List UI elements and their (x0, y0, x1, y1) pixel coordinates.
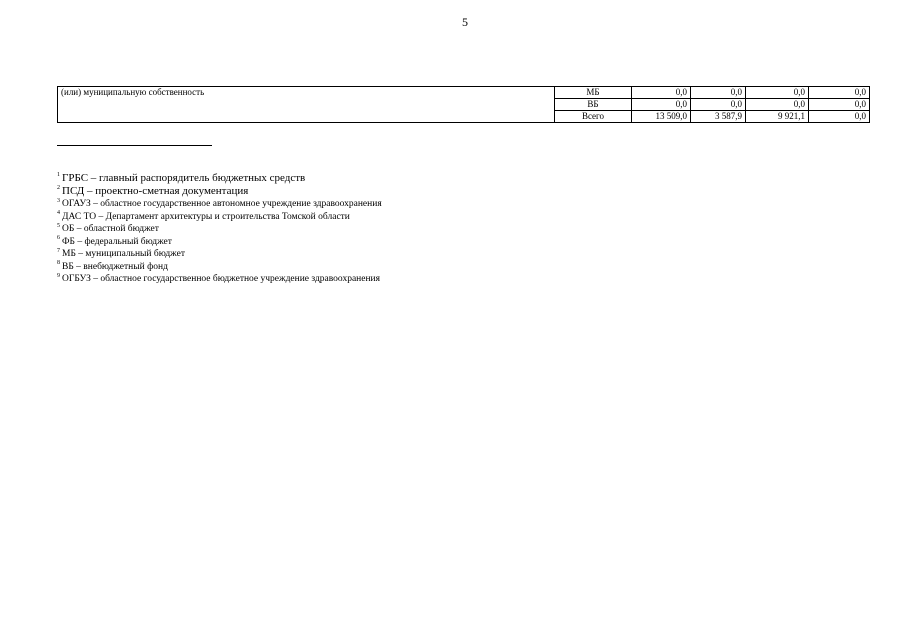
table-cell: 0,0 (746, 99, 809, 111)
table-cell: 0,0 (691, 87, 746, 99)
funding-source: МБ (555, 87, 632, 99)
footnote-number: 3 (57, 197, 60, 204)
table-cell: 0,0 (809, 111, 870, 123)
footnote-text: ДАС ТО – Департамент архитектуры и строительства Томской области (62, 211, 350, 222)
row-description: (или) муниципальную собственность (58, 87, 555, 123)
footnote-number: 2 (57, 185, 60, 192)
footnote-divider (57, 145, 212, 146)
footnote-item (57, 172, 382, 185)
table-cell: 0,0 (809, 87, 870, 99)
footnote-number: 9 (57, 272, 60, 279)
footnote-text: ОГАУЗ – областное государственное автономное учреждение здравоохранения (62, 199, 382, 209)
footnote-item (57, 248, 382, 261)
table-cell: 0,0 (746, 87, 809, 99)
footnote-text: ФБ – федеральный бюджет (62, 236, 172, 247)
table-cell: 9 921,1 (746, 111, 809, 123)
footnote-item (57, 198, 382, 211)
footnote-number: 8 (57, 260, 60, 267)
table-cell: 13 509,0 (632, 111, 691, 123)
funding-source: Всего (555, 111, 632, 123)
footnote-text: ГРБС – главный распорядитель бюджетных средств (62, 172, 306, 184)
table-cell: 0,0 (809, 99, 870, 111)
footnote-item (57, 273, 382, 286)
table-cell: 0,0 (691, 99, 746, 111)
footnote-text: ОГБУЗ – областное государственное бюджетное учреждение здравоохранения (62, 274, 380, 284)
footnote-item (57, 261, 382, 274)
footnote-text: МБ – муниципальный бюджет (62, 249, 185, 259)
footnote-text: ВБ – внебюджетный фонд (62, 261, 168, 272)
footnote-number: 1 (57, 172, 60, 179)
footnote-number: 5 (57, 222, 60, 229)
funding-source: ВБ (555, 99, 632, 111)
table-cell: 0,0 (632, 87, 691, 99)
table-cell: 3 587,9 (691, 111, 746, 123)
table-row (58, 87, 870, 99)
page-number: 5 (462, 15, 468, 29)
footnote-number: 7 (57, 247, 60, 254)
footnotes-list (57, 172, 382, 286)
footnote-item (57, 211, 382, 224)
table-cell: 0,0 (632, 99, 691, 111)
footnote-text: ОБ – областной бюджет (62, 224, 159, 234)
budget-table (57, 86, 870, 123)
footnote-number: 6 (57, 235, 60, 242)
footnote-item (57, 185, 382, 198)
footnote-text: ПСД – проектно-сметная документация (62, 185, 249, 197)
footnote-item (57, 236, 382, 249)
footnote-number: 4 (57, 210, 60, 217)
footnote-item (57, 223, 382, 236)
